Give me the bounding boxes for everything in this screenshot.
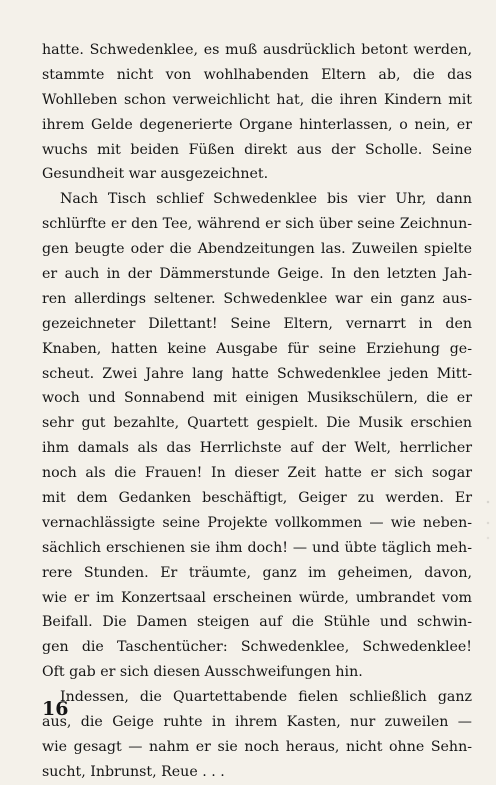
text-line-5: wuchs mit beiden Füßen direkt aus der Scholle. Seine <box>42 141 472 158</box>
text-line-10: er auch in der Dämmerstunde Geige. In den letzten Jah- <box>42 266 472 283</box>
text-line-30: sucht, Inbrunst, Reue . . . <box>42 763 225 780</box>
text-line-17: ihm damals als das Herrlichste auf der Welt, herrlicher <box>42 440 472 457</box>
text-line-3: Wohlleben schon verweichlicht hat, die ihren Kindern mit <box>42 91 472 108</box>
text-line-28: aus, die Geige ruhte in ihrem Kasten, nur zuweilen — <box>42 714 472 731</box>
body-text <box>42 38 472 785</box>
text-line-16: sehr gut bezahlte, Quartett gespielt. Die Musik erschien <box>42 415 472 432</box>
text-line-21: sächlich erschienen sie ihm doch! — und übte täglich meh- <box>42 539 472 556</box>
text-line-13: Knaben, hatten keine Ausgabe für seine Erziehung ge- <box>42 340 472 357</box>
text-line-18: noch als die Frauen! In dieser Zeit hatte er sich sogar <box>42 465 472 482</box>
text-line-11: ren allerdings seltener. Schwedenklee war ein ganz aus- <box>42 290 472 307</box>
text-line-27: Indessen, die Quartettabende fielen schließlich ganz <box>60 689 472 706</box>
text-line-6: Gesundheit war ausgezeichnet. <box>42 166 269 183</box>
text-line-7: Nach Tisch schlief Schwedenklee bis vier Uhr, dann <box>60 191 472 208</box>
text-line-20: vernachlässigte seine Projekte vollkommen — wie neben- <box>42 514 472 531</box>
text-line-2: stammte nicht von wohlhabenden Eltern ab, die das <box>42 66 472 83</box>
text-line-23: wie er im Konzertsaal erscheinen würde, umbrandet vom <box>42 589 472 606</box>
text-line-29: wie gesagt — nahm er sie noch heraus, nicht ohne Sehn- <box>42 738 472 755</box>
text-line-15: woch und Sonnabend mit einigen Musikschülern, die er <box>42 390 472 407</box>
page-number: 16 <box>42 698 69 720</box>
text-line-12: gezeichneter Dilettant! Seine Eltern, vernarrt in den <box>42 315 472 332</box>
text-line-25: gen die Taschentücher: Schwedenklee, Schwedenklee! <box>42 639 472 656</box>
text-line-24: Beifall. Die Damen steigen auf die Stühle und schwin- <box>42 614 472 631</box>
text-line-22: rere Stunden. Er träumte, ganz im geheimen, davon, <box>42 564 472 581</box>
text-line-14: scheut. Zwei Jahre lang hatte Schwedenklee jeden Mitt- <box>42 365 472 382</box>
text-line-19: mit dem Gedanken beschäftigt, Geiger zu werden. Er <box>42 490 472 507</box>
paper-edge-speckles <box>486 490 490 550</box>
text-line-1: hatte. Schwedenklee, es muß ausdrücklich betont werden, <box>42 42 472 58</box>
text-line-4: ihrem Gelde degenerierte Organe hinterlassen, o nein, er <box>42 116 472 133</box>
text-line-8: schlürfte er den Tee, während er sich über seine Zeichnun- <box>42 216 472 233</box>
text-line-9: gen beugte oder die Abendzeitungen las. Zuweilen spielte <box>42 241 472 258</box>
text-line-26: Oft gab er sich diesen Ausschweifungen hin. <box>42 664 363 681</box>
